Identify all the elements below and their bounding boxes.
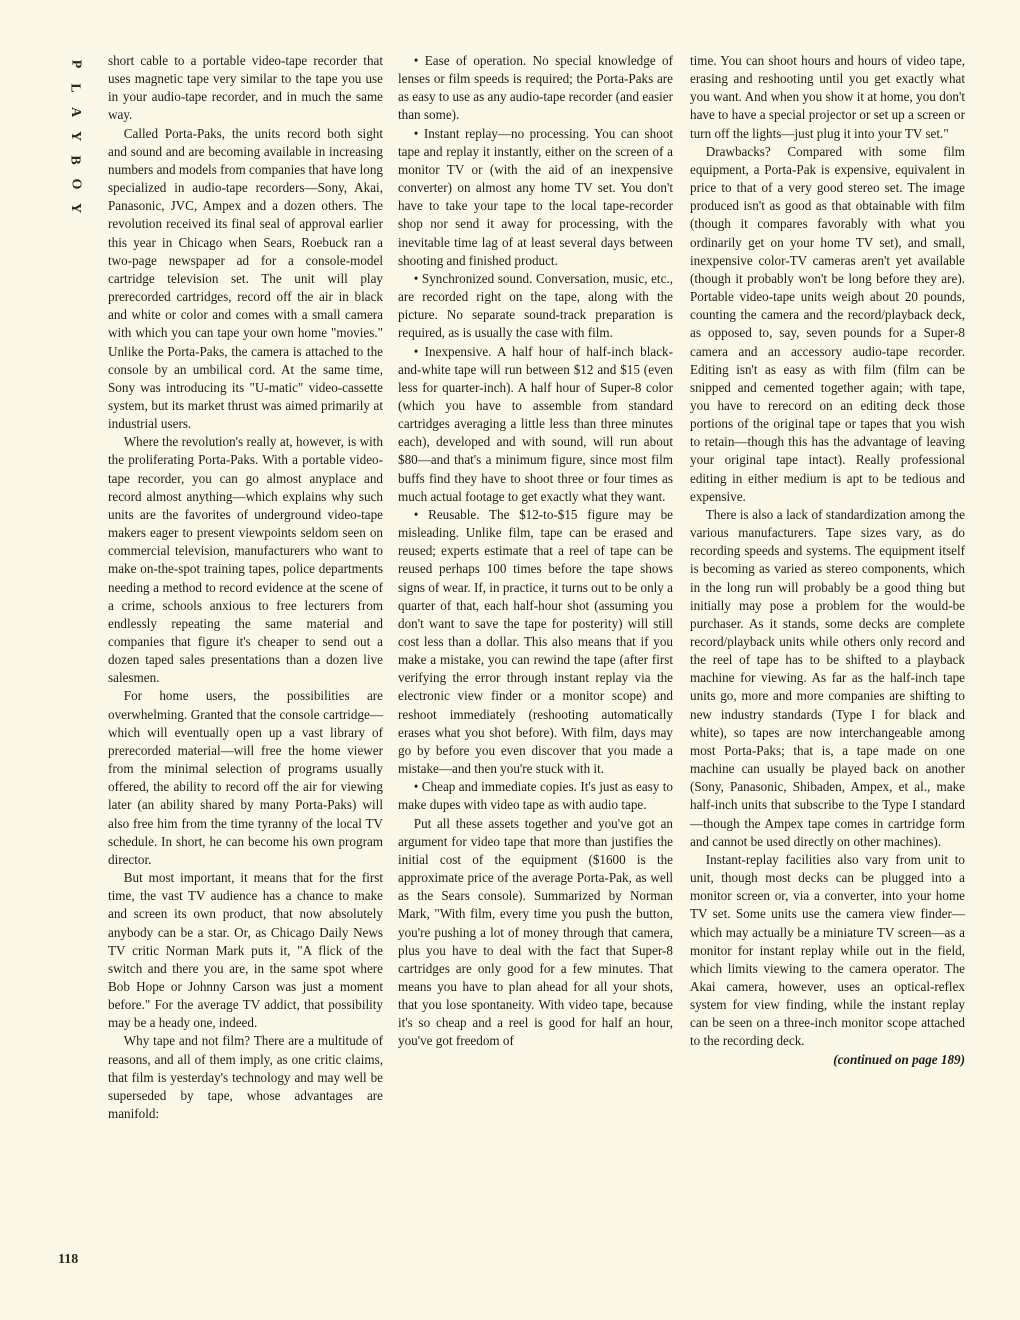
paragraph: time. You can shoot hours and hours of video tape, erasing and reshooting until you get exactly what you want. And when you show it at home, you don't have to have a special projector or set up a screen or turn off the lights—just plug it into your TV set." [690,53,965,141]
running-head-letter: Y [68,202,83,214]
paragraph: Instant-replay facilities also vary from unit to unit, though most decks can be plugged into a monitor screen or, via a converter, into your home TV set. Some units use the camera view finder—which may actually be a miniature TV screen—as a monitor for instant replay while out in the field, which limits viewing to the camera operator. The Akai camera, however, uses an optical-reflex system for view finding, while the instant replay can be seen on a three-inch monitor scope attached to the recording deck. [690,851,965,1049]
paragraph: Called Porta-Paks, the units record both sight and sound and are becoming available in increasing numbers and models from companies that have long specialized in audio-tape recorders—Sony, Akai, Panasonic, JVC, Ampex and a dozen others. The revolution received its final seal of approval earlier this year in Chicago when Sears, Roebuck ran a two-page newspaper ad for a console-model cartridge television set. The unit will play prerecorded cartridges, record off the air in black and white or color and comes with a small camera with which you can tape your own home "movies." Unlike the Porta-Paks, the camera is attached to the console by an umbilical cord. At the same time, Sony was introducing its "U-matic" video-cassette system, but its market thrust was aimed primarily at industrial users. [108,125,383,432]
paragraph: But most important, it means that for the first time, the vast TV audience has a chance to make and screen its own product, that now absolutely anybody can be a star. Or, as Chicago Daily News TV critic Norman Mark puts it, "A flick of the switch and there you are, in the same spot where Bob Hope or Johnny Carson was just a moment before." For the average TV addict, that possibility may be a heady one, indeed. [108,870,383,1031]
bullet-paragraph: • Cheap and immediate copies. It's just as easy to make dupes with video tape as with audio tape. [398,779,673,813]
continued-note: (continued on page 189) [833,1051,965,1067]
page-number: 118 [58,1252,79,1267]
running-head-letter: Y [68,130,83,142]
text-column-1 [108,52,383,1123]
paragraph: Drawbacks? Compared with some film equipment, a Porta-Pak is expensive, equivalent in price to that of a very good stereo set. The image produced isn't as good as that obtainable with film (though it compares favorably with what you ordinarily get on your home TV set), and small, inexpensive color-TV cameras aren't yet available (though it probably won't be long before they are). Portable video-tape units weigh about 20 pounds, counting the camera and the record/playback deck, as opposed to, say, seven pounds for a Super-8 camera and an accessory audio-tape recorder. Editing isn't as easy as with film (film can be snipped and cemented together again; with tape, you have to rerecord on an editing deck those portions of the original tape or tapes that you wish to retain—though this has the advantage of leaving your original tape intact). Really professional editing in either medium is apt to be tedious and expensive. [690,143,965,504]
bullet-paragraph: • Reusable. The $12-to-$15 figure may be misleading. Unlike film, tape can be erased and reused; experts estimate that a reel of tape can be reused perhaps 100 times before the tape shows signs of wear. If, in practice, it turns out to be only a quarter of that, each half-hour shot (assuming you don't want to save the tape for posterity) will still cost less than a dollar. This also means that if you make a mistake, you can rewind the tape (after first verifying the error through instant replay via the electronic view finder or a monitor scope) and reshoot immediately (reshooting automatically erases what you shot before). With film, days may go by before you even discover that you made a mistake—and then you're stuck with it. [398,506,673,777]
paragraph: Put all these assets together and you've got an argument for video tape that more than justifies the initial cost of the equipment ($1600 is the approximate price of the average Porta-Pak, as well as the Sears console). Summarized by Norman Mark, "With film, every time you push the button, you're pushing a lot of money through that camera, plus you have to deal with the fact that Super-8 cartridges are only good for a few minutes. That means you have to plan ahead for all your shots, that you lose spontaneity. With video tape, because it's so cheap and a reel is good for half an hour, you've got freedom of [398,815,673,1049]
paragraph: short cable to a portable video-tape recorder that uses magnetic tape very similar to the tape you use in your audio-tape recorder, and in much the same way. [108,53,383,123]
bullet-paragraph: • Synchronized sound. Conversation, music, etc., are recorded right on the tape, along with the picture. No separate sound-track preparation is required, as is usually the case with film. [398,270,673,341]
text-column-2 [398,52,673,1051]
running-head-letter: L [68,83,83,93]
bullet-paragraph: • Ease of operation. No special knowledge of lenses or film speeds is required; the Porta-Paks are as easy to use as any audio-tape recorder (and easier than some). [398,53,673,123]
running-head-letter: B [68,155,83,165]
bullet-paragraph: • Instant replay—no processing. You can shoot tape and replay it instantly, either on the screen of a monitor TV or (with the aid of an inexpensive converter) on almost any home TV set. You don't have to take your tape to the local tape-recorder shop nor send it away for processing, with the inevitable time lag of at least several days between shooting and finished product. [398,125,673,268]
paragraph: For home users, the possibilities are overwhelming. Granted that the console cartridge—which will eventually open up a vast library of prerecorded material—will free the home viewer from the minimal selection of programs usually offered, the ability to record off the air for viewing later (an ability shared by many Porta-Paks) will also free him from the time tyranny of the local TV schedule. In short, he can become his own program director. [108,688,383,867]
running-head-letter: O [67,178,83,190]
running-head [60,52,90,220]
paragraph: There is also a lack of standardization among the various manufacturers. Tape sizes vary, as do recording speeds and systems. The equipment itself is becoming as varied as stereo components, which in the long run will probably be a good thing but initially may pose a problem for the would-be purchaser. As it stands, some decks are complete record/playback units while others only record and the reel of tape has to be shifted to a playback machine for viewing. As far as the half-inch tape units go, more and more companies are shifting to new industry standards (Type I for black and white), so tapes are now interchangeable among most Porta-Paks; that is, a tape made on one machine can usually be played back on another (Sony, Panasonic, Shibaden, Ampex, et al., make half-inch units that subscribe to the Type I standard—though the Ampex tape comes in cartridge form and cannot be used directly on other machines). [690,506,965,849]
bullet-paragraph: • Inexpensive. A half hour of half-inch black-and-white tape will run between $12 and $15 (even less for quarter-inch). A half hour of Super-8 color (which you have to assemble from standard cartridges averaging a little less than three minutes each), developed and with sound, will run about $80—and that's a minimum figure, since most film buffs find they have to shoot three or four times as much actual footage to get exactly what they want. [398,343,673,504]
text-column-3 [690,52,965,1069]
paragraph: Where the revolution's really at, however, is with the proliferating Porta-Paks. With a portable video-tape recorder, you can go almost anyplace and record almost anything—which explains why such units are the favorites of underground video-tape makers eager to present viewpoints seldom seen on commercial television, manufacturers who want to make on-the-spot training tapes, police departments needing a method to record evidence at the scene of a crime, schools anxious to free lecturers from endlessly repeating the same material and companies that figure it's cheaper to send out a dozen taped sales presentations than a dozen live salesmen. [108,434,383,686]
running-head-letter: P [68,59,83,69]
running-head-letter: A [68,106,83,118]
paragraph: Why tape and not film? There are a multitude of reasons, and all of them imply, as one critic claims, that film is yesterday's technology and may well be superseded by tape, whose advantages are manifold: [108,1033,383,1122]
